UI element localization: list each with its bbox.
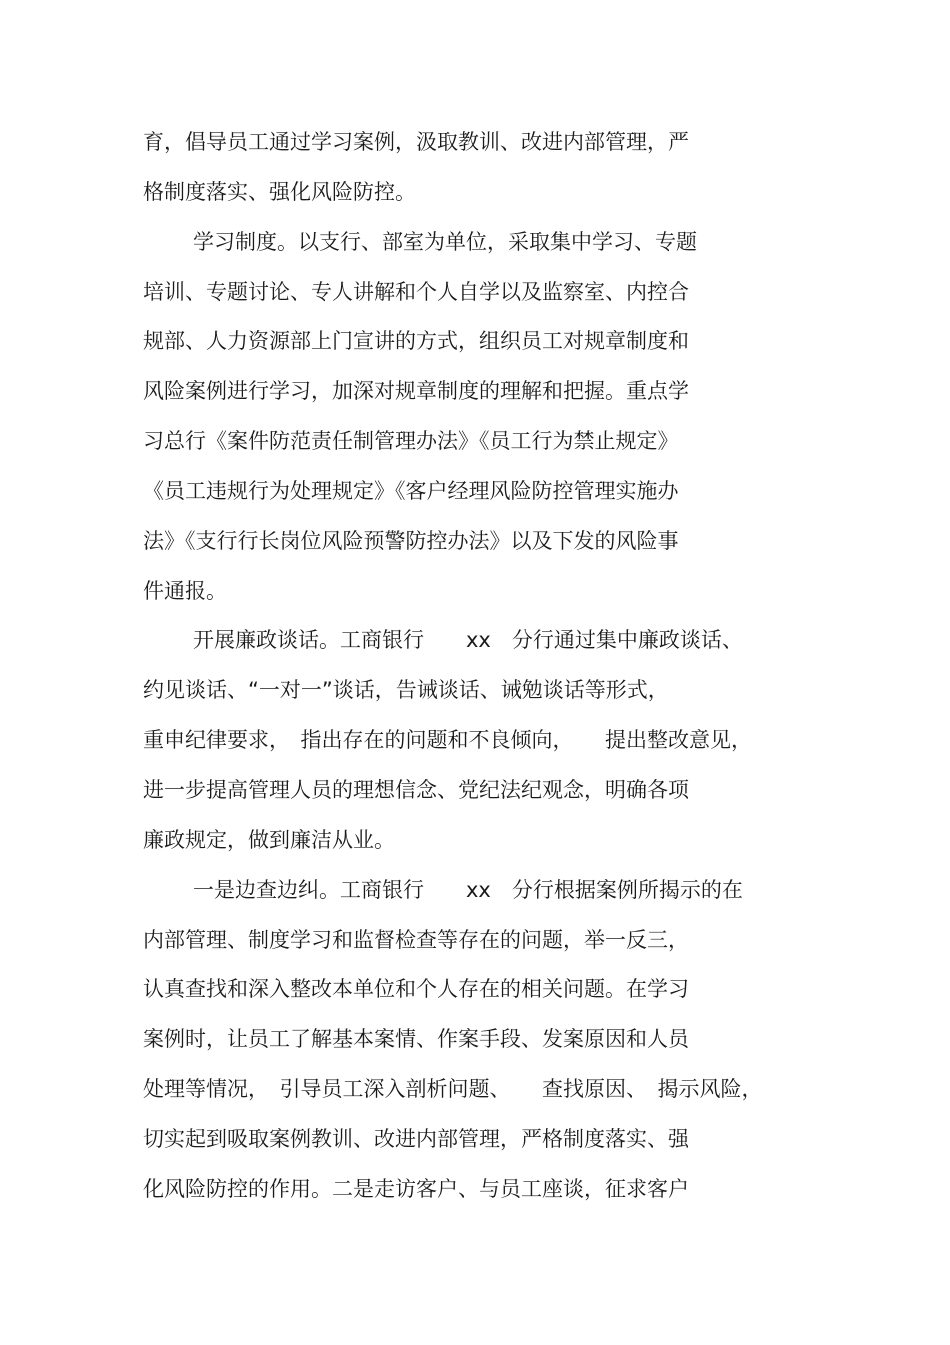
text-line: 规部、人力资源部上门宣讲的方式，组织员工对规章制度和 — [143, 329, 689, 353]
paragraph-first-line: 学习制度。以支行、部室为单位，采取集中学习、专题 — [193, 230, 697, 254]
text-line: 处理等情况， 引导员工深入剖析问题、 查找原因、 揭示风险， — [143, 1077, 763, 1101]
text-line: 切实起到吸取案例教训、改进内部管理，严格制度落实、强 — [143, 1127, 689, 1151]
text-line: 化风险防控的作用。二是走访客户、与员工座谈，征求客户 — [143, 1177, 689, 1201]
text-line: 进一步提高管理人员的理想信念、党纪法纪观念，明确各项 — [143, 778, 689, 802]
text-line: 《员工违规行为处理规定》《客户经理风险防控管理实施办 — [143, 479, 679, 503]
text-line: 风险案例进行学习，加深对规章制度的理解和把握。重点学 — [143, 379, 689, 403]
text-line: 重申纪律要求， 指出存在的问题和不良倾向， 提出整改意见， — [143, 728, 752, 752]
text-line: 廉政规定，做到廉洁从业。 — [143, 828, 395, 852]
paragraph-first-line: 一是边查边纠。工商银行 xx 分行根据案例所揭示的在 — [193, 878, 743, 902]
text-line: 育，倡导员工通过学习案例，汲取教训、改进内部管理，严 — [143, 130, 689, 154]
text-line: 习总行《案件防范责任制管理办法》《员工行为禁止规定》 — [143, 429, 679, 453]
text-line: 培训、专题讨论、专人讲解和个人自学以及监察室、内控合 — [143, 280, 689, 304]
text-line: 约见谈话、“一对一”谈话，告诫谈话、诫勉谈话等形式， — [143, 678, 669, 702]
text-line: 内部管理、制度学习和监督检查等存在的问题，举一反三， — [143, 928, 689, 952]
text-line: 法》《支行行长岗位风险预警防控办法》以及下发的风险事 — [143, 529, 679, 553]
text-line: 格制度落实、强化风险防控。 — [143, 180, 416, 204]
paragraph-first-line: 开展廉政谈话。工商银行 xx 分行通过集中廉政谈话、 — [193, 628, 743, 652]
text-line: 案例时，让员工了解基本案情、作案手段、发案原因和人员 — [143, 1027, 689, 1051]
text-line: 件通报。 — [143, 579, 227, 603]
text-line: 认真查找和深入整改本单位和个人存在的相关问题。在学习 — [143, 977, 689, 1001]
